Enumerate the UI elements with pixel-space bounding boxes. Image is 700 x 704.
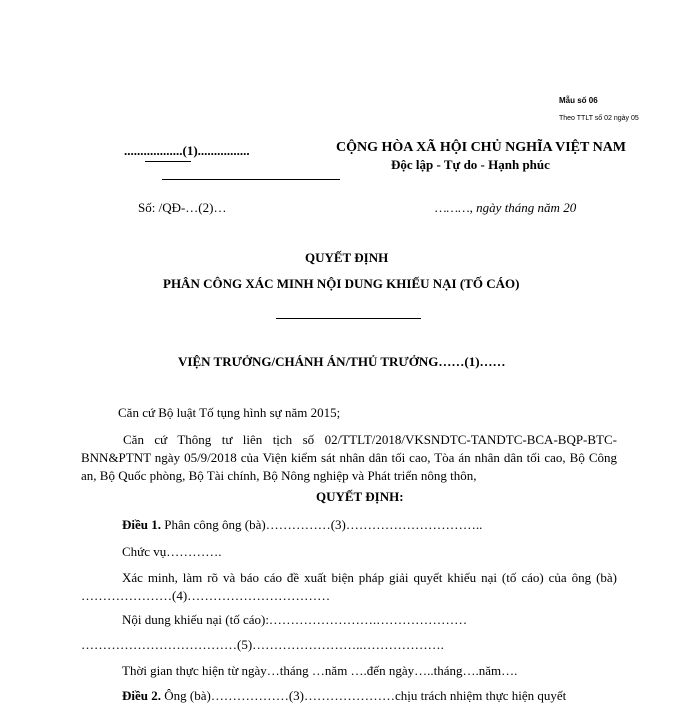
decision-heading: QUYẾT ĐỊNH: xyxy=(316,489,404,504)
article-1-label: Điều 1. xyxy=(122,517,161,532)
article-1-text: Phân công ông (bà)……………(3)………………………….. xyxy=(164,517,483,532)
article-2-text: Ông (bà)………………(3)…………………chịu trách nhiệm thực hiện quyết xyxy=(164,688,567,703)
complaint-content-fill: ………………………………(5)……………………..………………. xyxy=(81,637,444,652)
document-date: ………, ngày tháng năm 20 xyxy=(435,200,577,215)
title-separator xyxy=(276,318,421,319)
legal-basis-code: Căn cứ Bộ luật Tố tụng hình sự năm 2015; xyxy=(118,405,341,420)
document-number: Số: /QĐ-…(2)… xyxy=(138,200,227,215)
agency-underline xyxy=(145,161,191,162)
decision-title: QUYẾT ĐỊNH xyxy=(305,250,389,265)
legal-basis-circular: Căn cứ Thông tư liên tịch số 02/TTLT/2018/VKSNDTC-TANDTC-BCA-BQP-BTC-BNN&PTNT ngày 05/9/2018 của Viện kiểm sát nhân dân tối cao, Tòa án nhân dân tối cao, Bộ Công an, Bộ Quốc phòng, Bộ Tài chính, Bộ Nông nghiệp và Phát triển nông thôn, xyxy=(81,432,617,483)
article-2 xyxy=(122,688,566,704)
time-period: Thời gian thực hiện từ ngày…tháng …năm ….đến ngày…..tháng….năm…. xyxy=(122,663,518,678)
article-1 xyxy=(122,517,482,533)
decision-subject: PHÂN CÔNG XÁC MINH NỘI DUNG KHIẾU NẠI (TỐ CÁO) xyxy=(163,276,520,291)
verify-clause: Xác minh, làm rõ và báo cáo đề xuất biện pháp giải quyết khiếu nại (tố cáo) của ông (bà) …………………(4)…………………………… xyxy=(81,570,617,603)
article-2-label: Điều 2. xyxy=(122,688,161,703)
issuing-authority: VIỆN TRƯỞNG/CHÁNH ÁN/THỦ TRƯỞNG……(1)…… xyxy=(178,354,506,369)
nation-title: CỘNG HÒA XÃ HỘI CHỦ NGHĨA VIỆT NAM xyxy=(336,140,627,155)
agency-name: ..................(1)................ xyxy=(124,143,250,158)
form-number: Mẫu số 06 xyxy=(559,96,598,105)
complaint-content-label: Nội dung khiếu nại (tố cáo):…………………….………………… xyxy=(122,612,468,627)
form-reference: Theo TTLT số 02 ngày 05 xyxy=(559,115,639,122)
agency-separator xyxy=(162,179,340,180)
position-line: Chức vụ…………. xyxy=(122,544,222,559)
national-motto: Độc lập - Tự do - Hạnh phúc xyxy=(391,157,550,172)
